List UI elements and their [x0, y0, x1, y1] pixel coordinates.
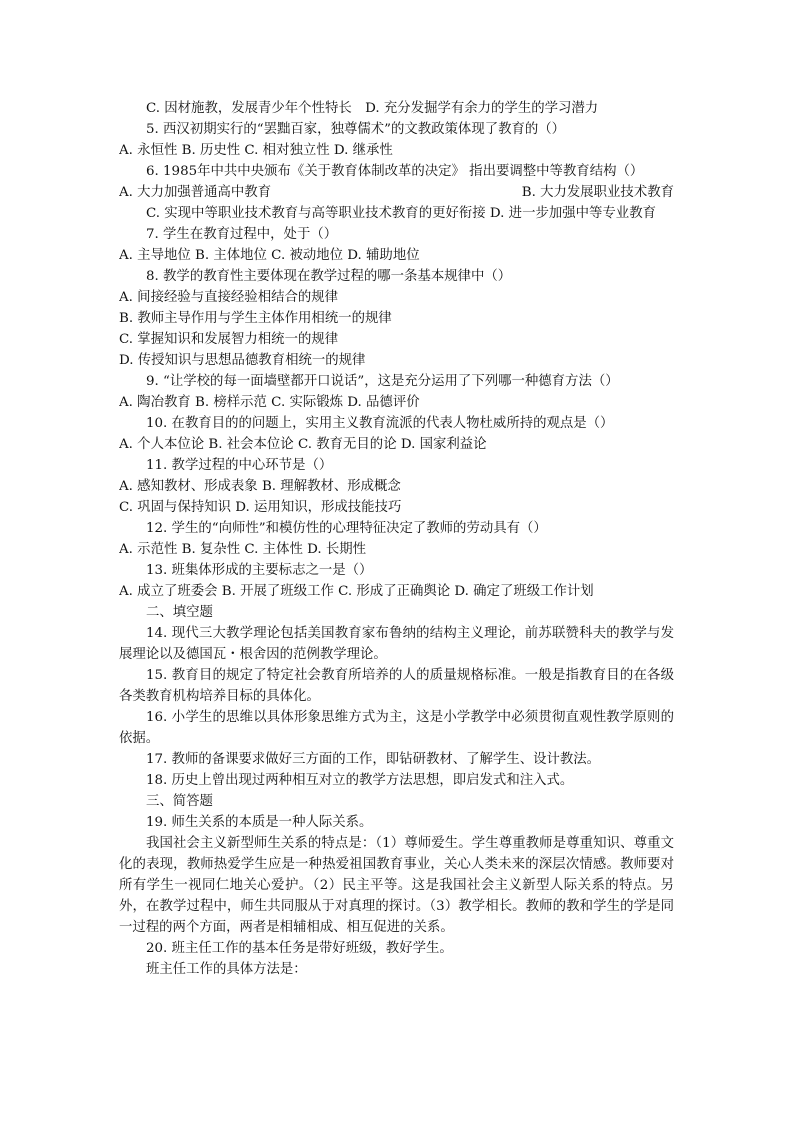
section-heading-short-answer: 三、简答题 — [146, 794, 213, 809]
question-13: 13. 班集体形成的主要标志之一是（） — [146, 563, 373, 578]
answer-18: 18. 历史上曾出现过两种相互对立的教学方法思想，即启发式和注入式。 — [146, 773, 574, 788]
question-11: 11. 教学过程的中心环节是（） — [146, 458, 333, 473]
question-13-options: A. 成立了班委会 B. 开展了班级工作 C. 形成了正确舆论 D. 确定了班级工作计划 — [119, 584, 594, 599]
question-10: 10. 在教育目的的问题上，实用主义教育流派的代表人物杜威所持的观点是（） — [146, 416, 614, 431]
question-8-option-d: D. 传授知识与思想品德教育相统一的规律 — [119, 353, 366, 368]
question-6: 6. 1985年中共中央颁布《关于教育体制改革的决定》 指出要调整中等教育结构（） — [146, 164, 644, 179]
answer-20: 20. 班主任工作的基本任务是带好班级，教好学生。 — [146, 941, 453, 956]
question-9: 9. “让学校的每一面墙壁都开口说话”，这是充分运用了下列哪一种德育方法（） — [146, 374, 619, 389]
question-11-options-cd: C. 巩固与保持知识 D. 运用知识，形成技能技巧 — [119, 500, 402, 515]
question-7: 7. 学生在教育过程中，处于（） — [146, 227, 338, 242]
question-6-options-ab — [119, 182, 674, 203]
question-12: 12. 学生的“向师性”和模仿性的心理特征决定了教师的劳动具有（） — [146, 521, 547, 536]
answer-14: 14. 现代三大教学理论包括美国教育家布鲁纳的结构主义理论，前苏联赞科夫的教学与发展理论以及德国瓦・根舍因的范例教学理论。 — [119, 626, 674, 662]
question-9-options: A. 陶冶教育 B. 榜样示范 C. 实际锻炼 D. 品德评价 — [119, 395, 420, 410]
question-8-option-c: C. 掌握知识和发展智力相统一的规律 — [119, 332, 339, 347]
answer-19-detail: 我国社会主义新型师生关系的特点是：（1）尊师爱生。学生尊重教师是尊重知识、尊重文化的表现，教师热爱学生应是一种热爱祖国教育事业，关心人类未来的深层次情感。教师要对所有学生一视同仁地关心爱护。（2）民主平等。这是我国社会主义新型人际关系的特点。另外，在教学过程中，师生共同服从于对真理的探讨。（3）教学相长。教师的教和学生的学是同一过程的两个方面，两者是相辅相成、相互促进的关系。 — [119, 836, 674, 935]
question-6-options-cd: C. 实现中等职业技术教育与高等职业技术教育的更好衔接 D. 进一步加强中等专业教育 — [146, 206, 656, 221]
question-12-options: A. 示范性 B. 复杂性 C. 主体性 D. 长期性 — [119, 542, 367, 557]
question-8-option-a: A. 间接经验与直接经验相结合的规律 — [119, 290, 339, 305]
option-line: C. 因材施教，发展青少年个性特长 D. 充分发掘学有余力的学生的学习潜力 — [146, 101, 599, 116]
question-8-option-b: B. 教师主导作用与学生主体作用相统一的规律 — [119, 311, 392, 326]
question-6-option-a: A. 大力加强普通高中教育 — [119, 185, 272, 200]
question-11-options-ab: A. 感知教材、形成表象 B. 理解教材、形成概念 — [119, 479, 401, 494]
question-10-options: A. 个人本位论 B. 社会本位论 C. 教育无目的论 D. 国家利益论 — [119, 437, 487, 452]
answer-15: 15. 教育目的规定了特定社会教育所培养的人的质量规格标准。一般是指教育目的在各级各类教育机构培养目标的具体化。 — [119, 668, 674, 704]
answer-17: 17. 教师的备课要求做好三方面的工作，即钻研教材、了解学生、设计教法。 — [146, 752, 601, 767]
question-5-options: A. 永恒性 B. 历史性 C. 相对独立性 D. 继承性 — [119, 143, 393, 158]
question-8: 8. 教学的教育性主要体现在教学过程的哪一条基本规律中（） — [146, 269, 512, 284]
answer-19: 19. 师生关系的本质是一种人际关系。 — [146, 815, 373, 830]
question-5: 5. 西汉初期实行的“罢黜百家，独尊儒术”的文教政策体现了教育的（） — [146, 122, 566, 137]
question-7-options: A. 主导地位 B. 主体地位 C. 被动地位 D. 辅助地位 — [119, 248, 420, 263]
answer-20-detail: 班主任工作的具体方法是： — [146, 962, 307, 977]
section-heading-fill-in: 二、填空题 — [146, 605, 213, 620]
answer-16: 16. 小学生的思维以具体形象思维方式为主，这是小学教学中必须贯彻直观性教学原则的依据。 — [119, 710, 674, 746]
document-content — [119, 98, 674, 980]
question-6-option-b: B. 大力发展职业技术教育 — [521, 185, 674, 200]
